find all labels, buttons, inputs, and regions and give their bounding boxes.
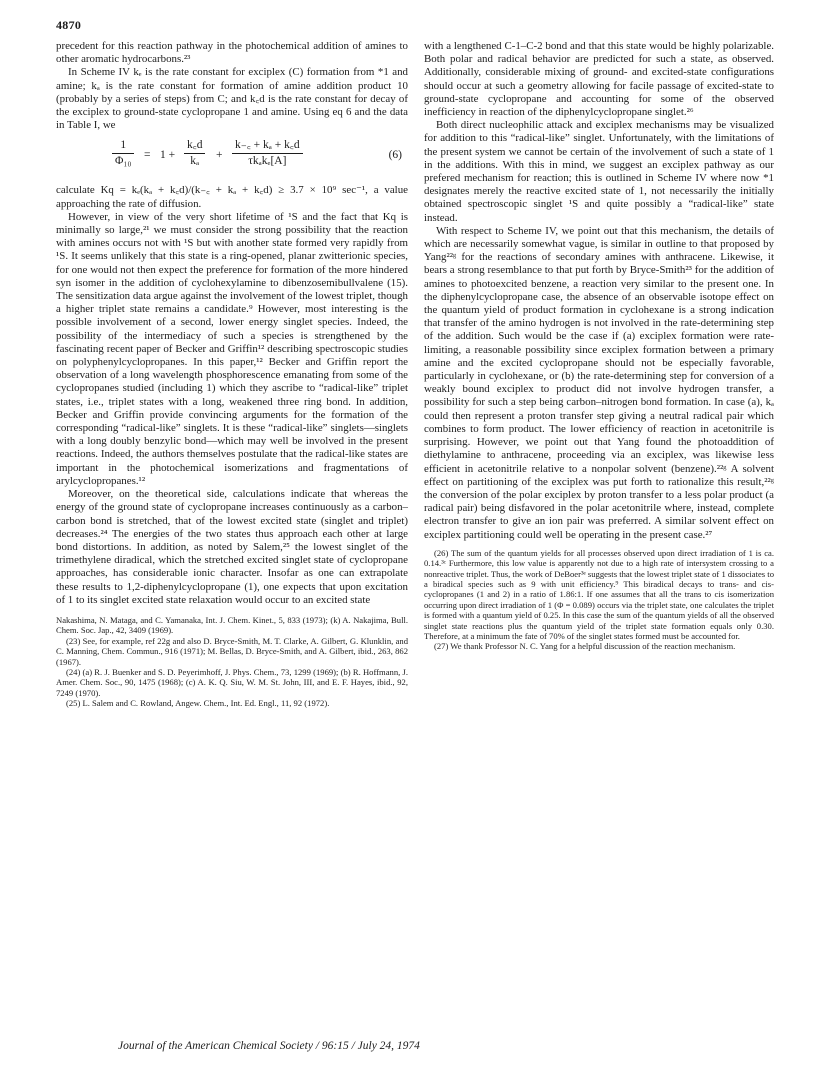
footnote-27: (27) We thank Professor N. C. Yang for a helpful discussion of the reaction mechanism. (434, 641, 736, 652)
eq-term-2-numerator: k꜀d (184, 138, 205, 154)
eq-term-3-numerator: k₋꜀ + kₐ + k꜀d (232, 138, 303, 154)
right-paragraph-2: Both direct nucleophilic attack and exciplex mechanisms may be visualized for addition to this “radical-like” singlet. Unfortunately, with the limitations of the present system we cannot be certain of the involvement of such a state of 1 in the additions. With this in mind, we suggest an exciplex pathway as our prefered mechanism for reaction; this is outlined in Scheme IV where now *1 designates merely the reactive excited state of 1, not necessarily the initially obtained spectroscopic singlet ¹S and quite possibly a “radical-like” state instead. (424, 119, 774, 224)
left-paragraph-2: In Scheme IV kₑ is the rate constant for exciplex (C) formation from *1 and amine; kₐ is the rate constant for formation of amine addition product 10 (probably by a series of steps) from C; and k꜀d is the rate constant for decay of the exciplex to ground-state cyclopropane 1 and amine. Using eq 6 and the data in Table I, we (56, 66, 408, 132)
left-paragraph-1: precedent for this reaction pathway in the photochemical addition of amines to other aromatic hydrocarbons.²³ (56, 40, 408, 66)
left-paragraph-3: calculate Kq = kₑ(kₐ + k꜀d)/(k₋꜀ + kₐ + k꜀d) ≥ 3.7 × 10⁹ sec⁻¹, a value approaching the rate of diffusion. (56, 184, 408, 210)
eq-term-2 (184, 138, 205, 169)
journal-footer: Journal of the American Chemical Society / 96:15 / July 24, 1974 (118, 1040, 420, 1052)
page-number: 4870 (56, 18, 82, 32)
right-paragraph-3: With respect to Scheme IV, we point out that this mechanism, the details of which are necessarily somewhat vague, is similar in outline to that proposed by Yang²²ᵍ for the reactions of secondary amines with anthracene. Likewise, it bears a strong resemblance to that put forth by Bryce-Smith²³ for the addition of amines to photoexcited benzene, a reaction very similar to the present one. In the diphenylcyclopropane case, the absence of an observable isotope effect on the quantum yield of product formation in cyclohexane is a strong indication that transfer of the amino hydrogen is not involved in the rate-determining step of the addition. Such would be the case if (a) exciplex formation were rate-limiting, a reasonable possibility since exciplex formation between a primary amine and the excited cyclopropane should not be especially favorable, particularly in cyclohexane, or (b) the rate-determining step for conversion of a weakly bound exciplex to product did not involve hydrogen transfer, a possibility for such a step being carbon–nitrogen bond formation. In case (a), kₐ could then represent a proton transfer step giving a neutral radical pair which combines to form product. The lower efficiency of reaction in acetonitrile is surprising. However, we point out that Yang found the photoaddition of diethylamine to anthracene, proceeding via an exciplex, was likewise less efficient in acetonitrile relative to a nonpolar solvent (benzene).²²ᵍ A solvent effect on partitioning of the exciplex was put forth to rationalize this result,²²ᵍ the conversion of the polar exciplex by proton transfer to a less polar product (a radical pair) being disfavored in the polar acetonitrile where, instead, complete electron transfer to give an ion pair was preferred. A similar solvent effect on exciplex partitioning could well be operating in the present case.²⁷ (424, 224, 774, 541)
left-paragraph-4: However, in view of the very short lifetime of ¹S and the fact that Kq is minimally so large,²¹ we must consider the strong possibility that the reaction with amines occurs not with ¹S but with another state formed very rapidly from ¹S. It seems unlikely that this state is a ring-opened, planar zwitterionic species, for one would not then expect the preference for formation of the more hindered syn isomer in the addition of cyclohexylamine to dibenzosemibullvalene (15). The sensitization data argue against the involvement of the lowest triplet, though a higher triplet state remains a candidate.⁹ However, most interesting is the possible involvement of a second, lower energy singlet species. Indeed, the possibility of the intermediacy of such a species is strengthened by the fascinating recent paper of Becker and Griffin¹² describing spectroscopic studies on polyphenylcyclopropanes. In this paper,¹² Becker and Griffin report the observation of a long wavelength phosphorescence emanating from some of the cyclopropanes studied (including 1) which they ascribe to “radical-like” triplet states, i.e., triplet states with a long, weakened three ring bond. In addition, Becker and Griffin provide convincing arguments for the formation of the corresponding “radical-like” singlets. It is these “radical-like” singlets—singlets with a long doubly benzylic bond—which may well be involved in the present reactions. Indeed, the authors themselves postulate that the radical-like states are important in the photochemical isomerizations and fragmentations of arylcyclopropanes.¹² (56, 210, 408, 487)
eq-number: (6) (388, 149, 402, 162)
footnote-25: (25) L. Salem and C. Rowland, Angew. Chem., Int. Ed. Engl., 11, 92 (1972). (66, 698, 330, 709)
left-column (56, 40, 408, 709)
eq-equals: = (144, 149, 151, 162)
left-paragraph-5: Moreover, on the theoretical side, calculations indicate that whereas the energy of the ground state of cyclopropane increases continuously as a carbon–carbon bond is stretched, that of the lowest excited state (singlet and triplet) decreases.²⁴ The energies of the two states thus approach each other at large bond distortions. In addition, as noted by Salem,²⁵ the lowest singlet of the trimethylene diradical, which the stretched excited singlet state of cyclopropane approaches, has considerable ionic character. Insofar as one can extrapolate these results to 1,2-diphenylcyclopropane (1), one expects that upon excitation of 1 to its singlet excited state relaxation would occur to an excited state (56, 488, 408, 606)
eq-one: 1 + (160, 149, 176, 162)
eq-lhs-numerator: 1 (112, 138, 134, 154)
eq-term-3 (232, 138, 303, 169)
right-footnotes (424, 548, 774, 652)
equation-6 (56, 138, 408, 178)
right-paragraph-1: with a lengthened C-1–C-2 bond and that this state would be highly polarizable. Both polar and radical behavior are predicted for such a state, as observed. Additionally, considerable mixing of ground- and excited-state configurations should occur at such a geometry allowing for facile passage of excited-state to ground-state cyclopropane and accounting for some of the observed inefficiency in reaction of the diphenylcyclopropane singlet.²⁶ (424, 40, 774, 119)
footnote-26: (26) The sum of the quantum yields for all processes observed upon direct irradiation of 1 is ca. 0.14.³ᶜ Furthermore, this low value is apparently not due to a high rate of intersystem crossing to a nonreactive triplet. Thus, the work of DeBoer³ᵉ suggests that the lowest triplet state of 1 dissociates to a biradical species such as 9 with unit efficiency.⁹ This biradical decays to trans- and cis-cyclopropanes (1 and 2) in a ratio of 1.86:1. If one assumes that all the trans to cis isomerization occurring upon direct irradiation of 1 (Φ = 0.089) occurs via the triplet state, one calculates the triplet is formed with a quantum yield of 0.25. In this case the sum of the quantum yields of all the observed singlet state reactions plus the quantum yield of the triplet state formation equals only 0.30. Therefore, at a minimum the fate of 70% of the singlet states formed must be accounted for. (424, 547, 774, 641)
footnote-22-continued: Nakashima, N. Mataga, and C. Yamanaka, Int. J. Chem. Kinet., 5, 833 (1973); (k) A. Nakajima, Bull. Chem. Soc. Jap., 42, 3409 (1969). (56, 614, 408, 636)
right-column (424, 40, 774, 652)
eq-term-2-denominator: kₐ (190, 155, 200, 168)
eq-term-3-denominator: τkₐkₑ[A] (248, 155, 287, 168)
eq-lhs-denominator: Φ₁₀ (115, 155, 132, 168)
footnote-23: (23) See, for example, ref 22g and also D. Bryce-Smith, M. T. Clarke, A. Gilbert, G. Klunklin, and C. Manning, Chem. Commun., 916 (1971); M. Bellas, D. Bryce-Smith, and A. Gilbert, ibid., 263, 862 (1967). (56, 635, 408, 667)
eq-lhs (112, 138, 134, 169)
eq-plus: + (216, 149, 223, 162)
left-footnotes (56, 615, 408, 709)
footnote-24: (24) (a) R. J. Buenker and S. D. Peyerimhoff, J. Phys. Chem., 73, 1299 (1969); (b) R. Hoffmann, J. Amer. Chem. Soc., 90, 1475 (1968); (c) A. K. Q. Siu, W. M. St. John, III, and E. F. Hayes, ibid., 92, 7249 (1970). (56, 666, 408, 698)
